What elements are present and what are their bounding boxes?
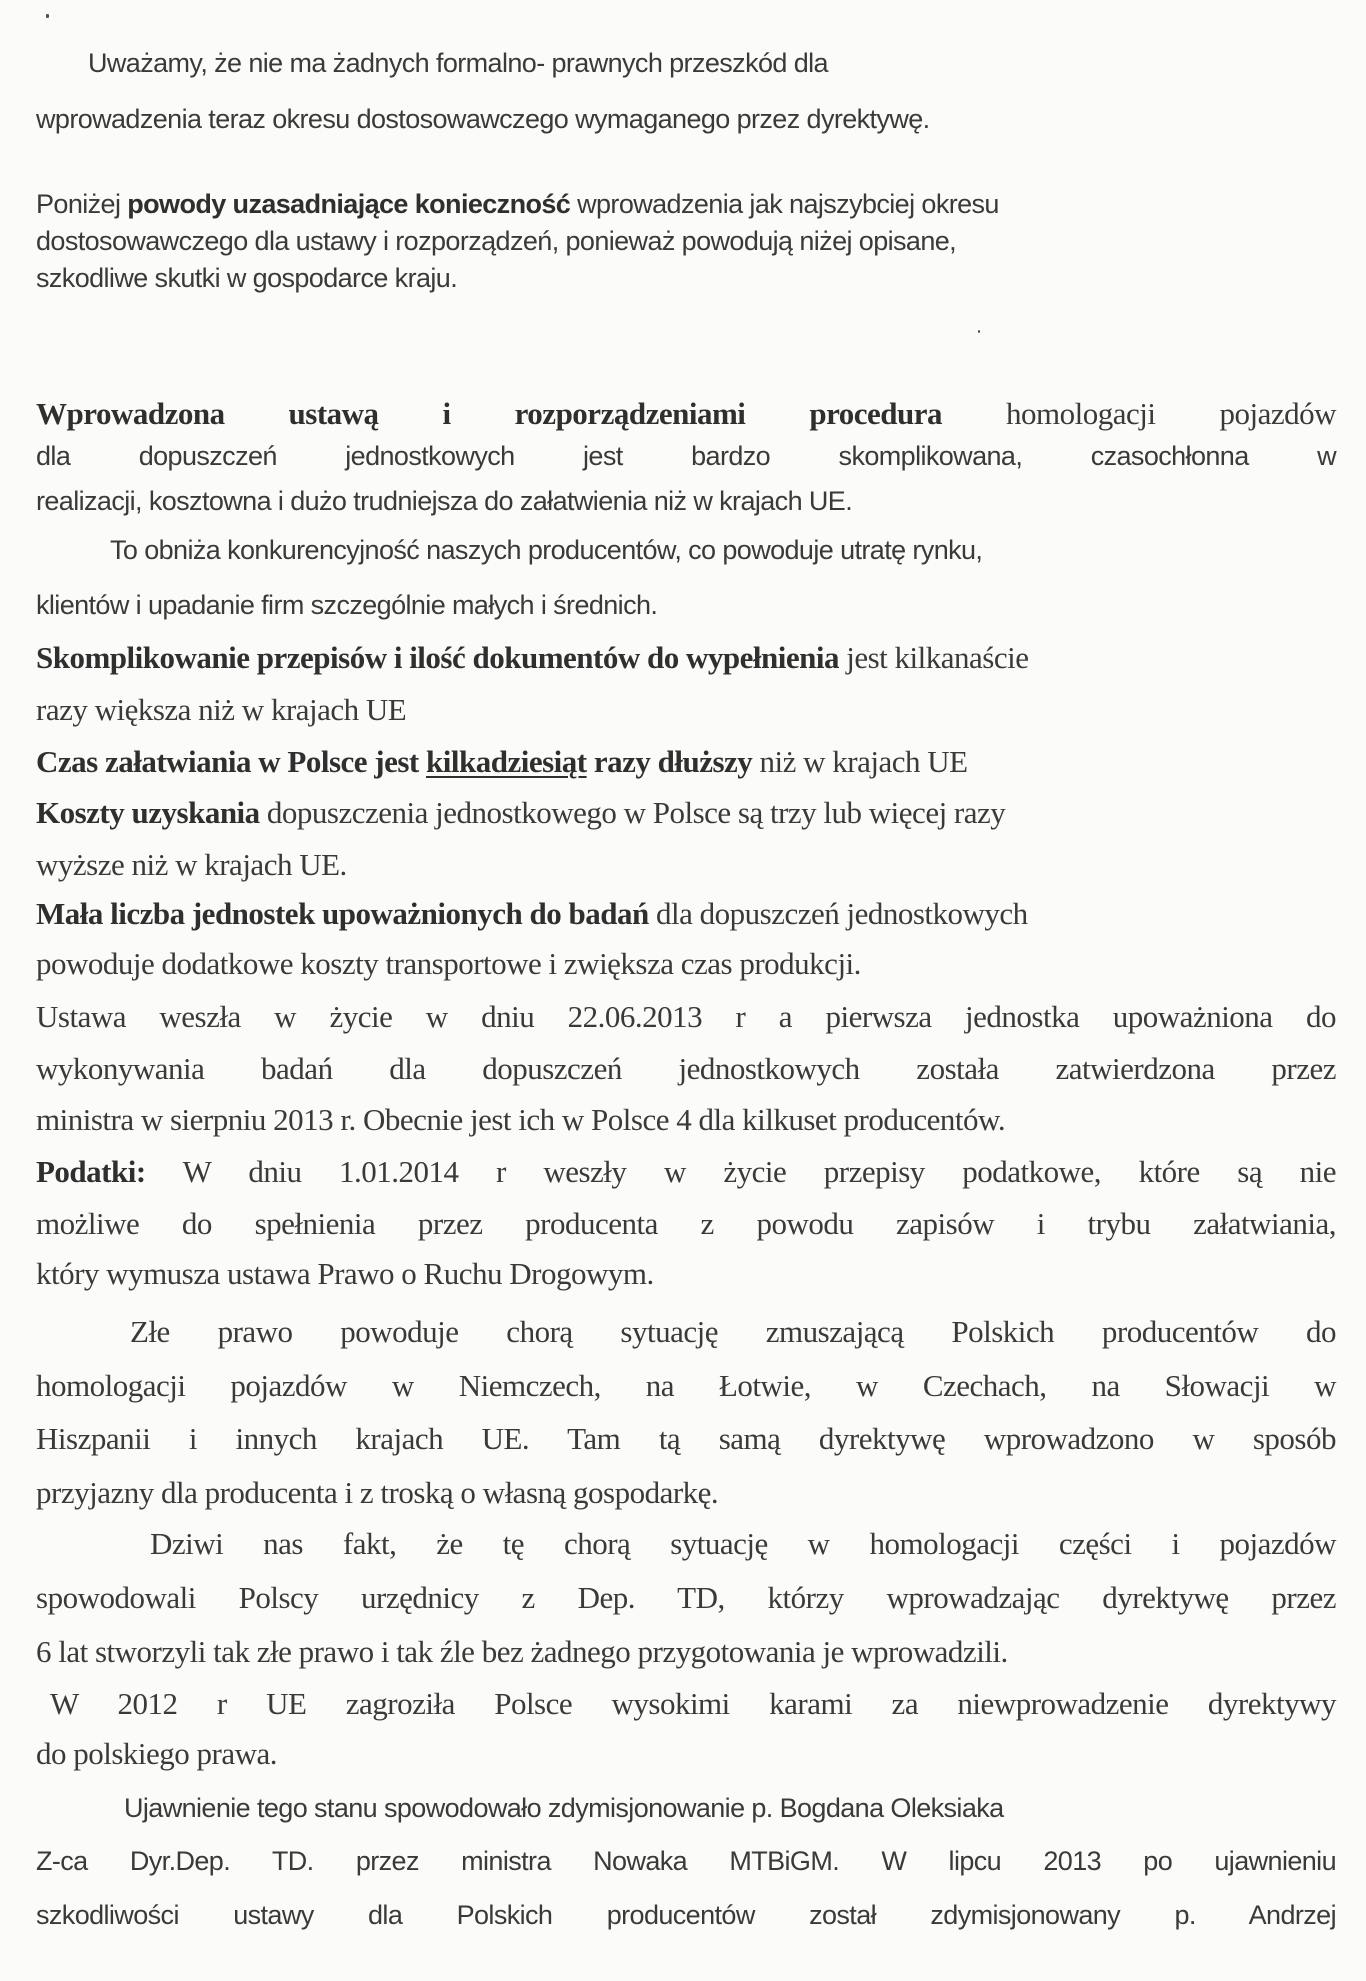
doc-line (36, 1370, 1336, 1401)
doc-line (36, 592, 657, 619)
text-run: Z-ca Dyr.Dep. TD. przez ministra Nowaka MTBiGM. W lipcu 2013 po ujawnieniu (36, 1846, 1336, 1876)
doc-line (36, 1582, 1336, 1613)
scan-speck (46, 14, 49, 18)
text-run: homologacji pojazdów (942, 396, 1336, 431)
text-run: wykonywania badań dla dopuszczeń jednostkowych została zatwierdzona przez (36, 1051, 1336, 1086)
doc-line (88, 50, 828, 77)
doc-line (36, 1156, 1336, 1187)
bold-text-run: Podatki: (36, 1154, 146, 1189)
doc-line (36, 1738, 277, 1769)
text-run: Uważamy, że nie ma żadnych formalno- prawnych przeszkód dla (88, 48, 828, 78)
doc-line (130, 1316, 1336, 1347)
text-run: szkodliwe skutki w gospodarce kraju. (36, 263, 458, 293)
text-run: Ujawnienie tego stanu spowodowało zdymisjonowanie p. Bogdana Oleksiaka (124, 1793, 1004, 1823)
text-run: dla dopuszczeń jednostkowych jest bardzo skomplikowana, czasochłonna w (36, 441, 1336, 471)
bold-text (36, 1154, 146, 1189)
text-run: szkodliwości ustawy dla Polskich producentów został zdymisjonowany p. Andrzej (36, 1900, 1336, 1930)
text-run: możliwe do spełnienia przez producenta z powodu zapisów i trybu załatwiania, (36, 1206, 1336, 1241)
text-run: W dniu 1.01.2014 r weszły w życie przepisy podatkowe, które są nie (145, 1154, 1336, 1189)
doc-line (36, 1423, 1336, 1454)
bold-text-run: powody uzasadniające konieczność (127, 189, 571, 219)
doc-line (36, 443, 1336, 470)
doc-line (50, 1688, 1336, 1719)
bold-text-run: Koszty uzyskania (36, 795, 260, 830)
text-run: W 2012 r UE zagroziła Polsce wysokimi karami za niewprowadzenie dyrektywy (50, 1686, 1336, 1721)
bold-text-run: razy dłuższy (586, 744, 753, 779)
doc-line (36, 1104, 1005, 1135)
doc-line (36, 1902, 1336, 1929)
text-run: niż w krajach UE (752, 744, 968, 779)
bold-text-run: kilkadziesiąt (426, 744, 587, 779)
bold-text (36, 795, 260, 830)
doc-line (36, 265, 457, 292)
text-run: To obniża konkurencyjność naszych producentów, co powoduje utratę rynku, (110, 535, 983, 565)
text-run: wprowadzenia teraz okresu dostosowawczego wymaganego przez dyrektywę. (36, 104, 930, 134)
text-run: Poniżej (36, 189, 128, 219)
doc-line (150, 1528, 1336, 1559)
doc-line (36, 797, 1005, 828)
text-run: spowodowali Polscy urzędnicy z Dep. TD, którzy wprowadzając dyrektywę przez (36, 1580, 1336, 1615)
doc-line (124, 1795, 1004, 1822)
doc-line (110, 537, 982, 564)
text-run: dopuszczenia jednostkowego w Polsce są trzy lub więcej razy (259, 795, 1006, 830)
doc-line (36, 106, 930, 133)
bold-text-run: Wprowadzona ustawą i rozporządzeniami procedura (36, 396, 943, 431)
doc-line (36, 1053, 1336, 1084)
doc-line (36, 191, 999, 218)
text-run: do polskiego prawa. (36, 1736, 278, 1771)
text-run: powoduje dodatkowe koszty transportowe i zwiększa czas produkcji. (36, 946, 861, 981)
text-run: wyższe niż w krajach UE. (36, 847, 347, 882)
text-run: klientów i upadanie firm szczególnie małych i średnich. (36, 590, 658, 620)
text-run: który wymusza ustawa Prawo o Ruchu Drogowym. (36, 1256, 654, 1291)
text-run: ministra w sierpniu 2013 r. Obecnie jest ich w Polsce 4 dla kilkuset producentów. (36, 1102, 1006, 1137)
doc-line (36, 694, 406, 725)
bold-text-run: Skomplikowanie przepisów i ilość dokumentów do wypełnienia (36, 640, 839, 675)
text-run: jest kilkanaście (838, 640, 1029, 675)
text-run: dla dopuszczeń jednostkowych (648, 896, 1028, 931)
text-run: razy większa niż w krajach UE (36, 692, 407, 727)
text-run: wprowadzenia jak najszybciej okresu (570, 189, 999, 219)
doc-line (36, 1258, 654, 1289)
text-run: dostosowawczego dla ustawy i rozporządzeń, ponieważ powodują niżej opisane, (36, 226, 957, 256)
text-run: 6 lat stworzyli tak złe prawo i tak źle bez żadnego przygotowania je wprowadzili. (36, 1634, 1008, 1669)
text-run: Ustawa weszła w życie w dniu 22.06.2013 r a pierwsza jednostka upoważniona do (36, 999, 1336, 1034)
scan-speck (978, 330, 980, 333)
underlined-text (426, 744, 587, 779)
doc-line (36, 746, 968, 777)
doc-line (36, 228, 956, 255)
bold-text (587, 744, 753, 779)
bold-text (36, 640, 839, 675)
bold-text (36, 744, 426, 779)
text-run: Hiszpanii i innych krajach UE. Tam tą samą dyrektywę wprowadzono w sposób (36, 1421, 1336, 1456)
bold-text (426, 744, 587, 779)
bold-text (36, 396, 942, 431)
doc-line (36, 1208, 1336, 1239)
doc-line (36, 1848, 1336, 1875)
bold-text (36, 896, 649, 931)
doc-line (36, 948, 861, 979)
text-run: realizacji, kosztowna i dużo trudniejsza do załatwienia niż w krajach UE. (36, 486, 853, 516)
doc-line (36, 1477, 718, 1508)
bold-text-run: Mała liczba jednostek upoważnionych do badań (36, 896, 649, 931)
doc-line (36, 849, 347, 880)
text-run: homologacji pojazdów w Niemczech, na Łotwie, w Czechach, na Słowacji w (36, 1368, 1336, 1403)
doc-line (36, 398, 1336, 429)
doc-line (36, 1636, 1008, 1667)
doc-line (36, 642, 1028, 673)
text-run: Dziwi nas fakt, że tę chorą sytuację w homologacji części i pojazdów (150, 1526, 1336, 1561)
bold-text-run: Czas załatwiania w Polsce jest (36, 744, 426, 779)
doc-line (36, 1001, 1336, 1032)
text-run: przyjazny dla producenta i z troską o własną gospodarkę. (36, 1475, 719, 1510)
doc-line (36, 488, 852, 515)
text-run: Złe prawo powoduje chorą sytuację zmuszającą Polskich producentów do (130, 1314, 1336, 1349)
doc-line (36, 898, 1028, 929)
bold-text (127, 189, 570, 219)
